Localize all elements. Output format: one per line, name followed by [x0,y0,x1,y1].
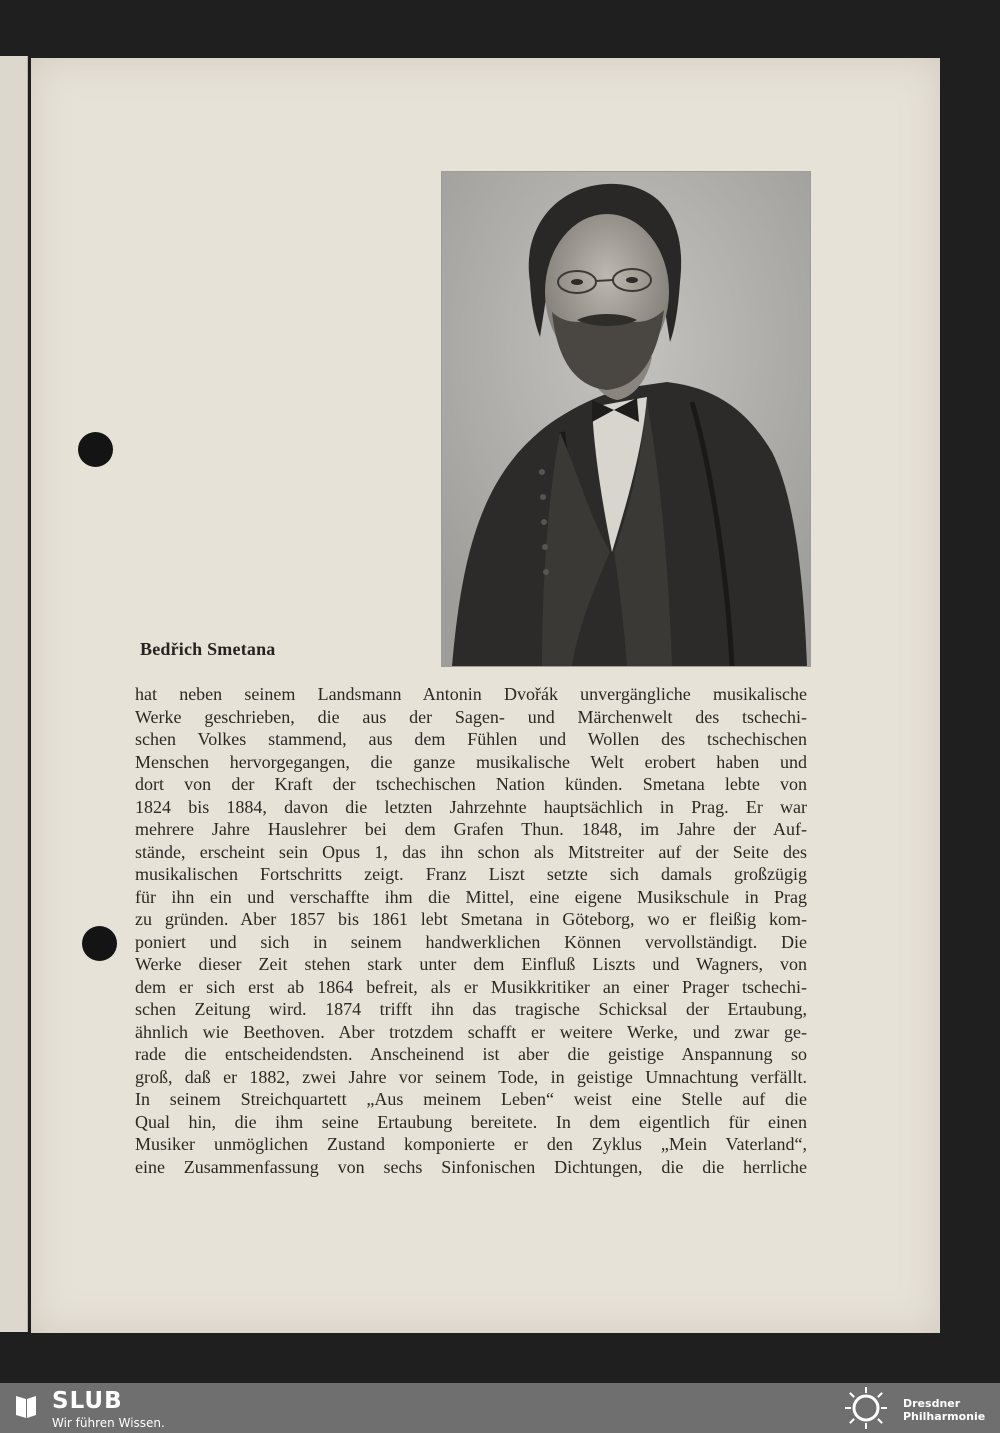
punch-hole-lower [82,926,117,961]
text-line: musikalischen Fortschritts zeigt. Franz Liszt setzte sich damals großzügig [135,864,807,884]
text-line: schen Zeitung wird. 1874 trifft ihn das tragische Schicksal der Ertaubung, [135,999,807,1019]
partner-name-line1[interactable]: Dresdner [903,1397,961,1410]
text-line: poniert und sich in seinem handwerklichen Können vervollständigt. Die [135,931,807,952]
punch-hole-upper [78,432,113,467]
text-line: Werke geschrieben, die aus der Sagen- und Märchenwelt des tschechi- [135,706,807,727]
text-line: Qual hin, die ihm seine Ertaubung bereitete. In dem eigentlich für einen [135,1111,807,1132]
text-line: dem er sich erst ab 1864 befreit, als er Musikkritiker an einer Prager tschechi- [135,976,807,997]
portrait-illustration [442,172,810,666]
text-line: zu gründen. Aber 1857 bis 1861 lebt Smetana in Göteborg, wo er fleißig kom- [135,909,807,929]
portrait-photo [442,172,810,666]
text-line: stände, erscheint sein Opus 1, das ihn schon als Mitstreiter auf der Seite des [135,841,807,862]
body-paragraph [135,683,807,1178]
text-line: dort von der Kraft der tschechischen Nation künden. Smetana lebte von [135,774,807,794]
text-line: für ihn ein und verschaffte ihm die Mittel, eine eigene Musikschule in Prag [135,886,807,907]
document-title: Bedřich Smetana [140,639,276,659]
text-line: groß, daß er 1882, zwei Jahre vor seinem Tode, in geistige Umnachtung verfällt. [135,1066,807,1087]
text-line: Musiker unmöglichen Zustand komponierte er den Zyklus „Mein Vaterland“, [135,1134,807,1154]
dresdner-philharmonie-logo-icon[interactable] [840,1385,892,1431]
text-line: Werke dieser Zeit stehen stark unter dem Einfluß Liszts und Wagners, von [135,954,807,974]
slub-name[interactable]: SLUB [52,1388,123,1414]
text-line: schen Volkes stammend, aus dem Fühlen und Wollen des tschechischen [135,729,807,749]
text-line: mehrere Jahre Hauslehrer bei dem Grafen Thun. 1848, im Jahre der Auf- [135,819,807,839]
partner-name-line2[interactable]: Philharmonie [903,1410,986,1423]
text-line: Menschen hervorgegangen, die ganze musikalische Welt erobert haben und [135,751,807,772]
footer-bar [0,1383,1000,1433]
previous-page-edge [0,56,28,1332]
text-line: ähnlich wie Beethoven. Aber trotzdem schafft er weitere Werke, und zwar ge- [135,1021,807,1042]
slub-logo-icon[interactable] [12,1392,40,1420]
text-line: hat neben seinem Landsmann Antonin Dvořák unvergängliche musikalische [135,684,807,704]
slub-tagline: Wir führen Wissen. [52,1416,165,1430]
text-line: 1824 bis 1884, davon die letzten Jahrzehnte hauptsächlich in Prag. Er war [135,796,807,817]
text-line: eine Zusammenfassung von sechs Sinfonischen Dichtungen, die die herrliche [135,1156,807,1177]
text-line: rade die entscheidendsten. Anscheinend ist aber die geistige Anspannung so [135,1044,807,1064]
text-line: In seinem Streichquartett „Aus meinem Leben“ weist eine Stelle auf die [135,1089,807,1109]
scanned-page [31,58,940,1333]
